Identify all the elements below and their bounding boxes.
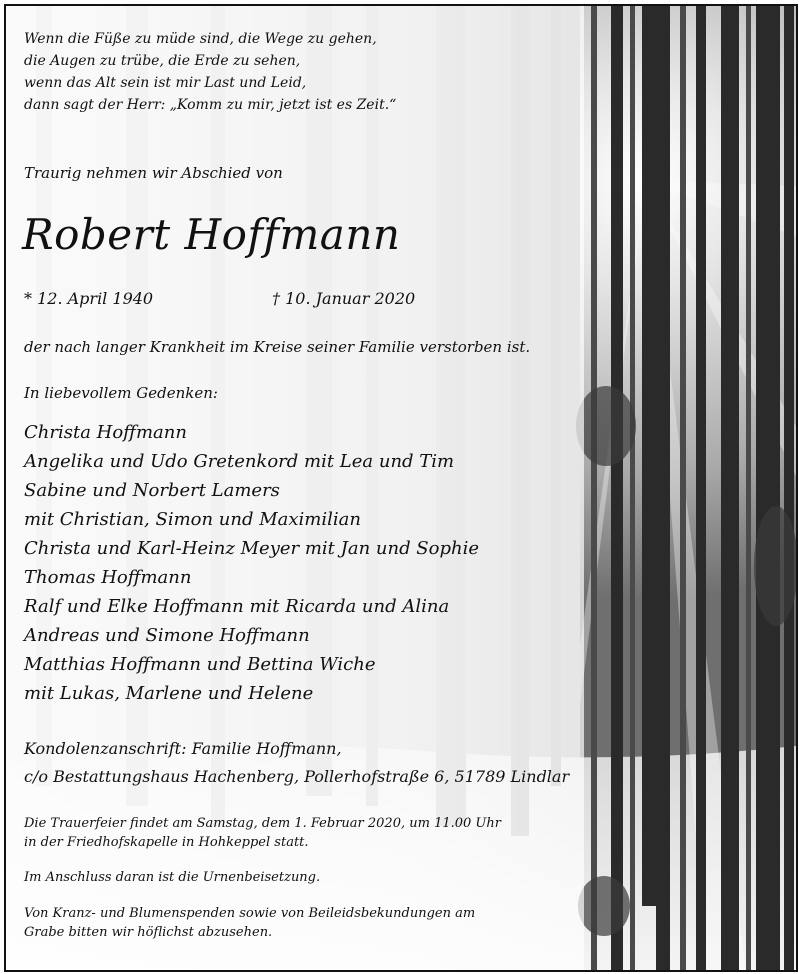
memory-heading: In liebevollem Gedenken: (24, 384, 218, 402)
mourner-entry: Christa Hoffmann (24, 422, 187, 443)
service-line: in der Friedhofskapelle in Hohkeppel statt. (24, 835, 309, 850)
mourner-entry: mit Christian, Simon und Maximilian (24, 509, 361, 530)
donation-wishes (24, 904, 475, 942)
mourner-entry: Ralf und Elke Hoffmann mit Ricarda und Alina (24, 596, 450, 617)
poem-line: die Augen zu trübe, die Erde zu sehen, (24, 53, 301, 69)
mourners-list (24, 418, 479, 708)
poem (24, 28, 396, 116)
mourner-entry: mit Lukas, Marlene und Helene (24, 683, 314, 704)
obituary-text (6, 6, 584, 970)
condolence-line: c/o Bestattungshaus Hachenberg, Pollerhofstraße 6, 51789 Lindlar (24, 767, 570, 786)
deceased-name: Robert Hoffmann (22, 210, 401, 259)
death-date: † 10. Januar 2020 (272, 289, 416, 308)
wishes-line: Von Kranz- und Blumenspenden sowie von Beileidsbekundungen am (24, 906, 476, 921)
wishes-line: Grabe bitten wir höflichst abzusehen. (24, 925, 273, 940)
funeral-service-info (24, 814, 501, 852)
urn-burial-note: Im Anschluss daran ist die Urnenbeisetzung. (24, 870, 321, 885)
condolence-address (24, 735, 569, 791)
condolence-line: Kondolenzanschrift: Familie Hoffmann, (24, 739, 342, 758)
mourner-entry: Matthias Hoffmann und Bettina Wiche (24, 654, 376, 675)
passing-note: der nach langer Krankheit im Kreise seiner Familie verstorben ist. (24, 338, 531, 356)
birth-date: * 12. April 1940 (24, 289, 154, 308)
mourner-entry: Thomas Hoffmann (24, 567, 192, 588)
farewell-intro: Traurig nehmen wir Abschied von (24, 164, 283, 182)
poem-line: Wenn die Füße zu müde sind, die Wege zu gehen, (24, 31, 377, 47)
poem-line: wenn das Alt sein ist mir Last und Leid, (24, 75, 307, 91)
obituary-notice (4, 4, 798, 972)
mourner-entry: Angelika und Udo Gretenkord mit Lea und Tim (24, 451, 455, 472)
mourner-entry: Christa und Karl-Heinz Meyer mit Jan und Sophie (24, 538, 480, 559)
service-line: Die Trauerfeier findet am Samstag, dem 1. Februar 2020, um 11.00 Uhr (24, 816, 501, 831)
poem-line: dann sagt der Herr: „Komm zu mir, jetzt ist es Zeit.“ (24, 97, 397, 113)
mourner-entry: Sabine und Norbert Lamers (24, 480, 280, 501)
mourner-entry: Andreas und Simone Hoffmann (24, 625, 310, 646)
